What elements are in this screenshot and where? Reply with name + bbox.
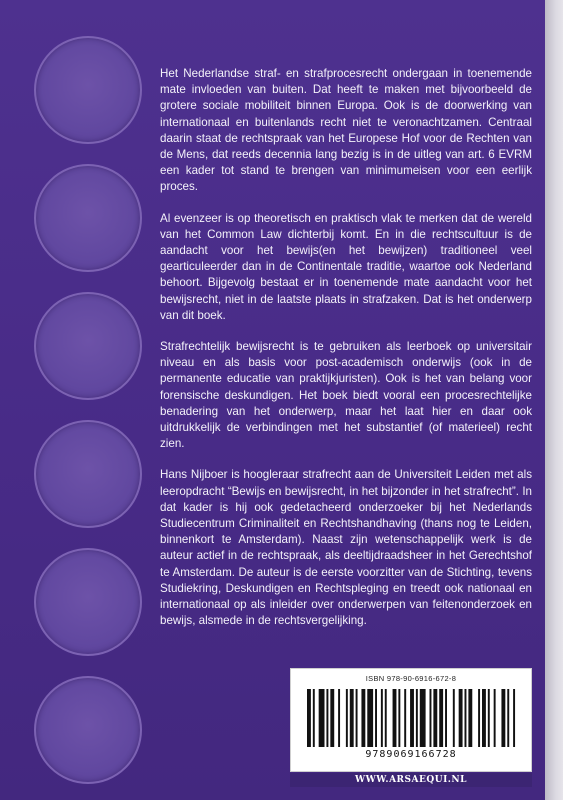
decorative-circle-4	[34, 420, 142, 528]
publisher-url: WWW.ARSAEQUI.NL	[290, 773, 532, 787]
blurb-text	[160, 66, 532, 645]
barcode-icon	[307, 689, 517, 747]
author-bio-paragraph: Hans Nijboer is hoogleraar strafrecht aan de Universiteit Leiden met als leeropdracht “Bewijs en bewijsrecht, in het bijzonder in het strafrecht”. In dat kader is hij ook gedetacheerd onderzoeker bij het Nederlands Studiecentrum Criminaliteit en Rechtshandhaving (thans nog te Leiden, binnenkort te Amsterdam). Naast zijn wetenschappelijk werk is de auteur actief in de rechtspraak, als deeltijdraadsheer in het Gerechtshof te Amsterdam. De auteur is de eerste voorzitter van de Stichting, tevens Studiekring, Deskundigen en Rechtspleging en treedt ook nationaal en internationaal op als inleider over onderwerpen van feitenonderzoek en bewijs, alsmede in de rechtsvergelijking.	[160, 468, 532, 628]
isbn-label: ISBN 978-90-6916-672-8	[365, 674, 457, 683]
barcode-number: 9789069166728	[365, 749, 457, 760]
decorative-circle-5	[34, 548, 142, 656]
decorative-circle-2	[34, 164, 142, 272]
decorative-circle-6	[34, 676, 142, 784]
blurb-paragraph-2: Al evenzeer is op theoretisch en praktisch vlak te merken dat de wereld van het Common Law dichterbij komt. En in die rechtscultuur is de aandacht voor het bewijs(en het bewijzen) traditioneel veel gearticuleerder dan in de Continentale traditie, waartoe ook Nederland behoort. Bijgevolg bestaat er in toenemende mate aandacht voor het bewijsrecht, niet in de laatste plaats in strafzaken. Dat is het onderwerp van dit boek.	[160, 211, 532, 322]
decorative-circle-1	[34, 36, 142, 144]
blurb-paragraph-3: Strafrechtelijk bewijsrecht is te gebruiken als leerboek op universitair niveau en als basis voor post-academisch onderwijs (ook in de permanente educatie van praktijkjuristen). Ook is het van belang voor forensische deskundigen. Het boek biedt vooral een procesrechtelijke benadering van het onderwerp, maar het laat hier en daar ook uitdrukkelijk de verbindingen met het substantief (of materieel) recht zien.	[160, 340, 532, 451]
page-edge	[545, 0, 563, 800]
blurb-paragraph-1: Het Nederlandse straf- en strafprocesrecht ondergaan in toenemende mate invloeden van buiten. Dat heeft te maken met bijvoorbeeld de grotere sociale mobiliteit binnen Europa. Ook is de doorwerking van internationaal en buitenlands recht niet te veronachtzamen. Centraal daarin staat de rechtspraak van het Europese Hof voor de Rechten van de Mens, dat reeds decennia lang bezig is in de uitleg van art. 6 EVRM een kader tot stand te brengen van minimumeisen voor een eerlijk proces.	[160, 67, 532, 194]
decorative-circle-3	[34, 292, 142, 400]
barcode-box	[290, 668, 532, 772]
